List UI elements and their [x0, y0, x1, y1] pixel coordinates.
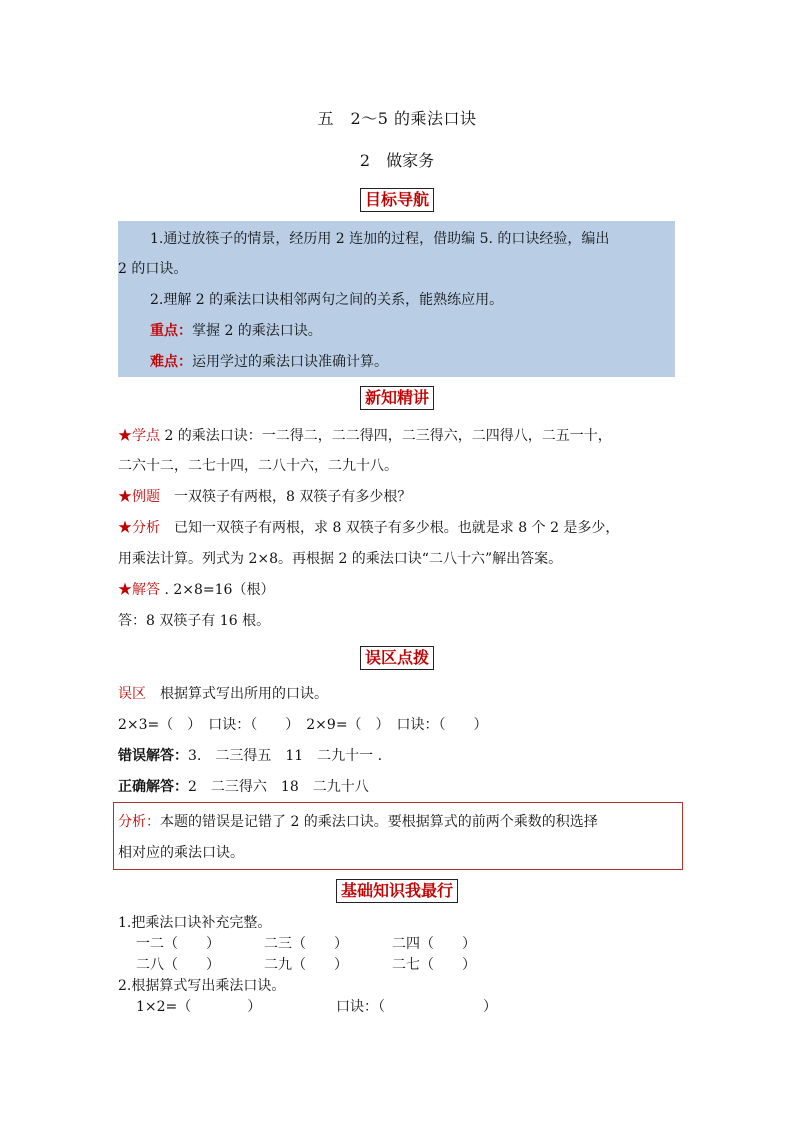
basics-q2-equation: 1×2=（ ）	[136, 999, 262, 1015]
study-point-text: 2 的乘法口诀：一二得二，二二得四，二三得六，二四得八，二五一十，	[160, 428, 612, 444]
chapter-title: 五 2～5 的乘法口诀	[317, 109, 477, 128]
mistake-prompt	[118, 684, 328, 704]
basics-q1: 1.把乘法口诀补充完整。	[118, 915, 272, 931]
lesson-title: 2 做家务	[359, 151, 435, 170]
difficult-point-text: 运用学过的乘法口诀准确计算。	[192, 354, 388, 370]
study-point-line-1	[118, 426, 612, 446]
basics-q1-item: 二三（ ）	[264, 936, 348, 952]
basics-q1-item: 一二（ ）	[136, 936, 220, 952]
new-knowledge-heading: 新知精讲	[360, 386, 434, 410]
goal-item-1-line-2: 2 的口诀。	[118, 261, 188, 277]
difficult-point-label: 难点：	[150, 354, 192, 370]
analysis-line-2: 用乘法计算。列式为 2×8。再根据 2 的乘法口诀“二八十六”解出答案。	[118, 551, 563, 567]
example-text: 一双筷子有两根，8 双筷子有多少根？	[160, 489, 412, 505]
key-point-label: 重点：	[150, 323, 192, 339]
answer	[118, 580, 274, 600]
basics-heading: 基础知识我最行	[336, 879, 458, 903]
basics-q2: 2.根据算式写出乘法口诀。	[118, 978, 286, 994]
wrong-answer	[118, 746, 382, 766]
analysis-line-1	[118, 518, 619, 538]
wrong-answer-text: 3. 二三得五 11 二九十一 .	[188, 748, 383, 764]
key-point-text: 掌握 2 的乘法口诀。	[192, 323, 322, 339]
mistake-analysis-label: 分析：	[118, 814, 160, 830]
wrong-answer-label: 错误解答：	[118, 748, 188, 764]
right-answer-text: 2 二三得六 18 二九十八	[188, 779, 369, 795]
study-point-label: ★学点	[118, 428, 160, 444]
right-answer-label: 正确解答：	[118, 779, 188, 795]
basics-q1-item: 二七（ ）	[392, 957, 476, 973]
answer-label: ★解答	[118, 582, 160, 598]
mistake-analysis-line-1	[118, 812, 598, 832]
mistake-prompt-text: 根据算式写出所用的口诀。	[146, 686, 328, 702]
goal-item-2: 2.理解 2 的乘法口诀相邻两句之间的关系，能熟练应用。	[150, 292, 504, 308]
mistake-analysis-text: 本题的错误是记错了 2 的乘法口诀。要根据算式的前两个乘数的积选择	[160, 814, 598, 830]
basics-q1-item: 二八（ ）	[136, 957, 220, 973]
difficult-point	[150, 352, 388, 372]
mistake-exercise: 2×3=（ ） 口诀：（ ） 2×9=（ ） 口诀：（ ）	[118, 717, 488, 733]
answer-text: . 2×8=16（根）	[160, 582, 275, 598]
right-answer	[118, 777, 369, 797]
example	[118, 487, 411, 507]
mistakes-heading: 误区点拨	[360, 646, 434, 670]
analysis-text: 已知一双筷子有两根，求 8 双筷子有多少根。也就是求 8 个 2 是多少，	[160, 520, 620, 536]
basics-q1-item: 二九（ ）	[264, 957, 348, 973]
analysis-label: ★分析	[118, 520, 160, 536]
example-label: ★例题	[118, 489, 160, 505]
goal-item-1-line-1: 1.通过放筷子的情景，经历用 2 连加的过程，借助编 5. 的口诀经验，编出	[150, 231, 610, 247]
answer-line-2: 答：8 双筷子有 16 根。	[118, 613, 271, 629]
mistake-analysis-line-2: 相对应的乘法口诀。	[118, 845, 244, 861]
mistake-label: 误区	[118, 686, 146, 702]
basics-q2-rhyme: 口诀：（ ）	[336, 999, 497, 1015]
key-point	[150, 321, 322, 341]
study-point-line-2: 二六十二，二七十四，二八十六，二九十八。	[118, 458, 398, 474]
goals-heading: 目标导航	[360, 188, 434, 212]
basics-q1-item: 二四（ ）	[392, 936, 476, 952]
